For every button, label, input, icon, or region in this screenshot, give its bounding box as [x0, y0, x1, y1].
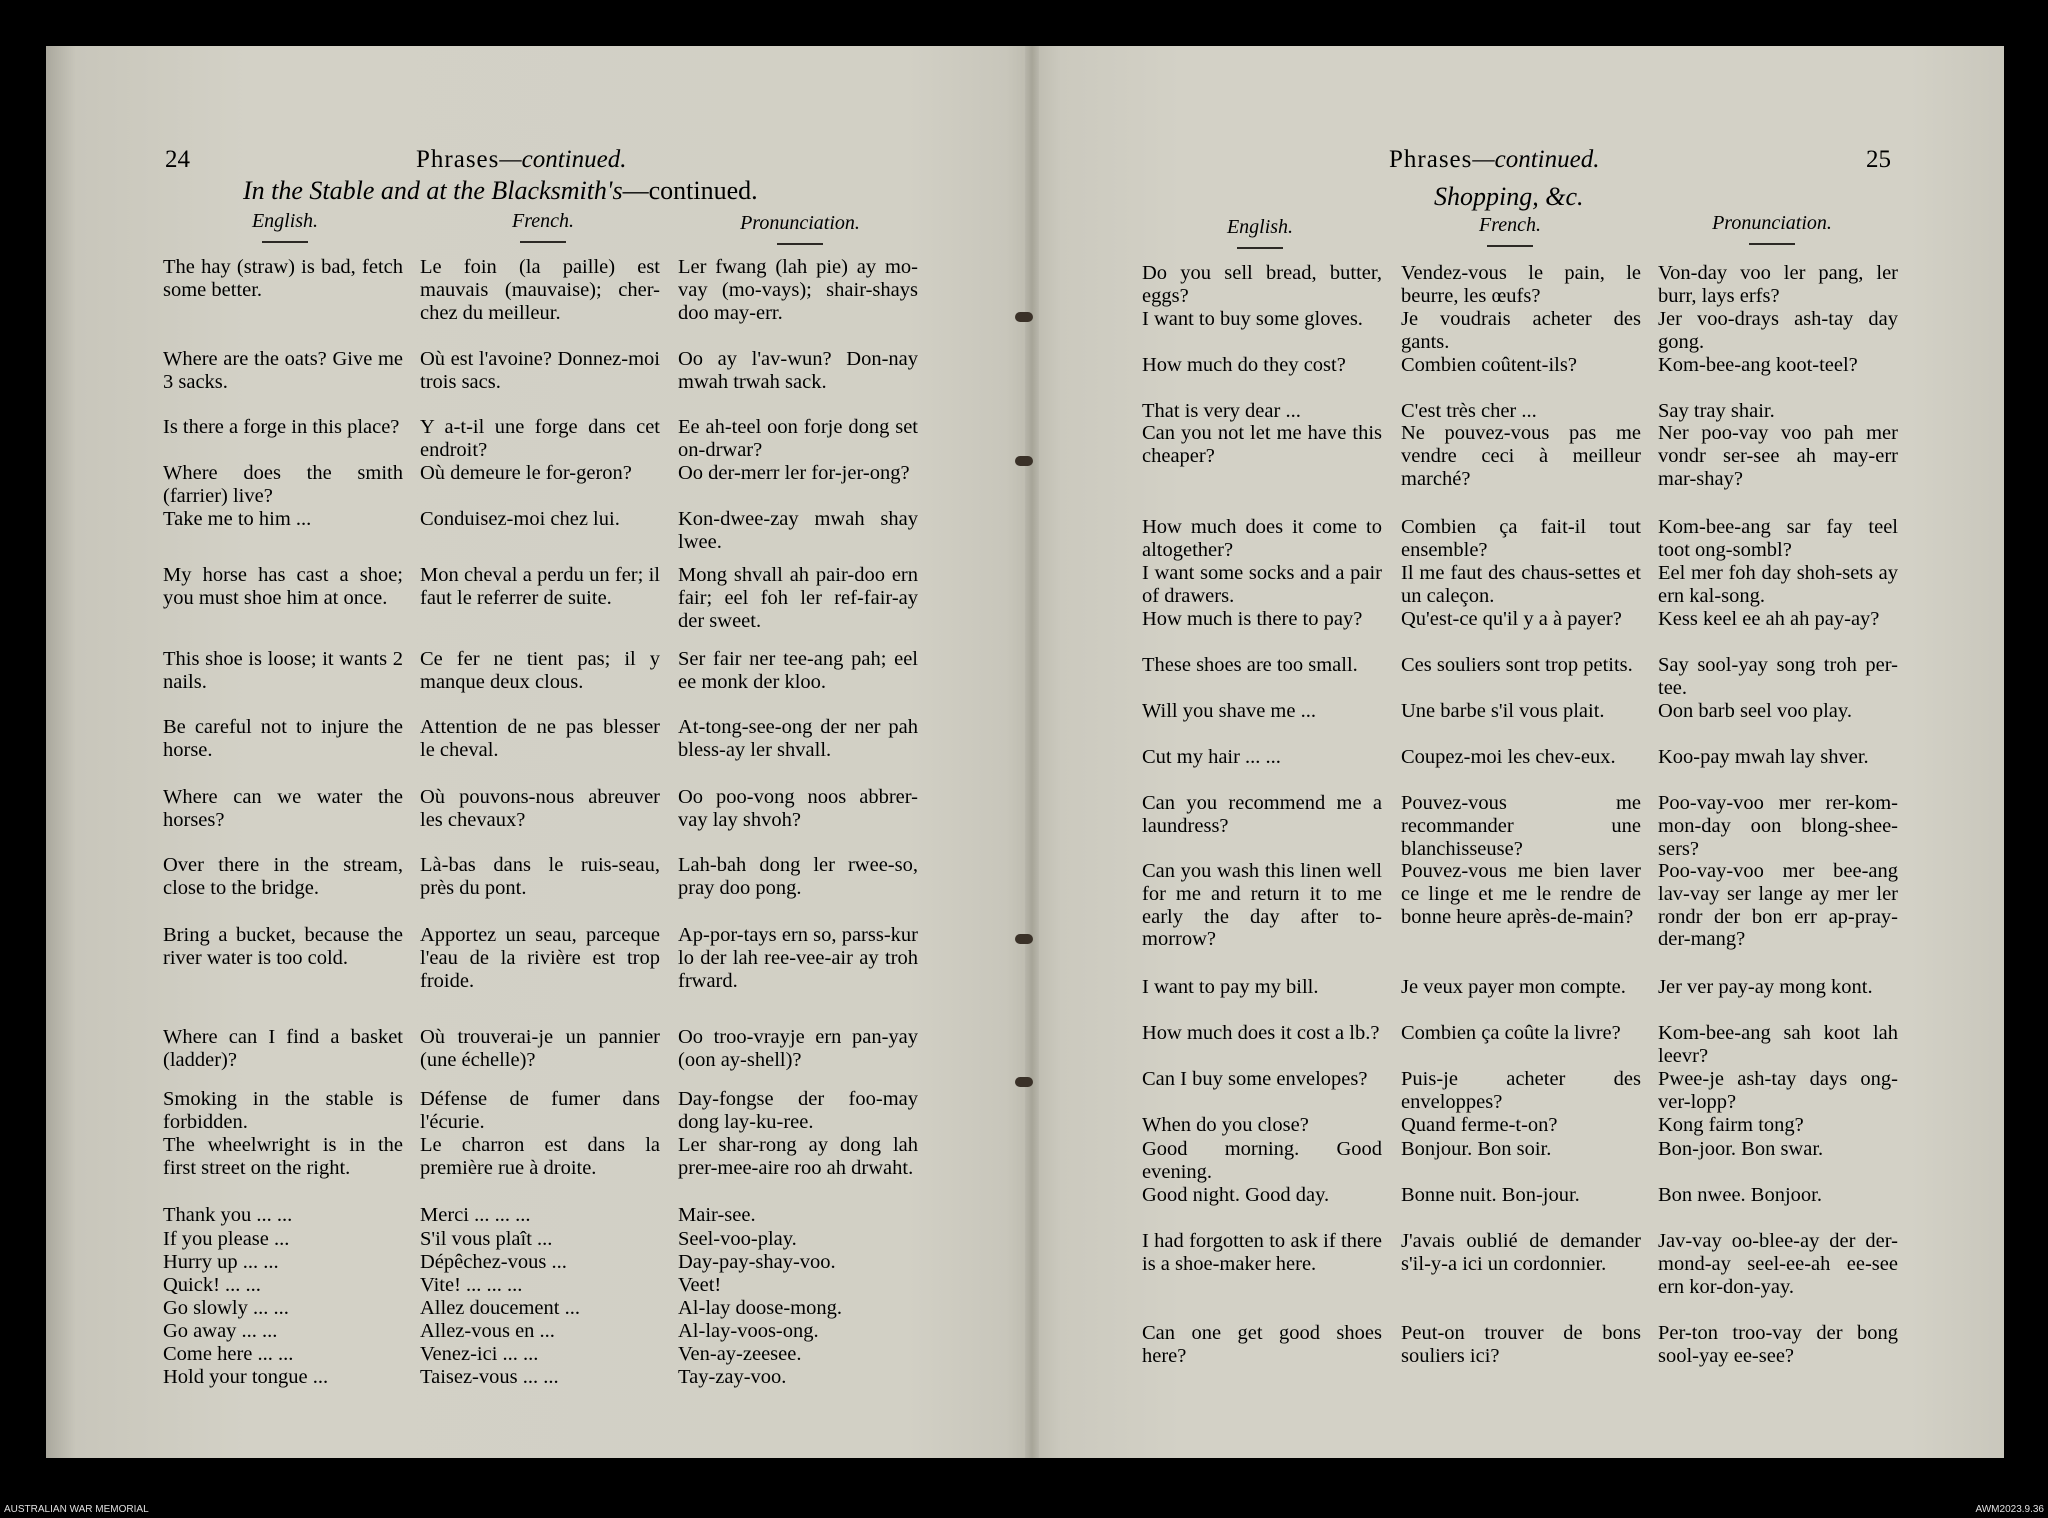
section-title-left [243, 176, 758, 206]
phrase-pronunciation: Al-lay doose-mong. [678, 1297, 842, 1319]
phrase-french: Pouvez-vous me recommander une blanchisseuse? [1401, 792, 1641, 860]
phrase-pronunciation: Ler shar-rong ay dong lah prer-mee-aire roo ah drwaht. [678, 1134, 918, 1179]
phrase-french: Qu'est-ce qu'il y a à payer? [1401, 608, 1622, 630]
phrase-french: Ces souliers sont trop petits. [1401, 654, 1633, 676]
phrase-pronunciation: Tay-zay-voo. [678, 1366, 787, 1388]
phrase-french: Mon cheval a perdu un fer; il faut le referrer de suite. [420, 564, 660, 609]
footer-credit: AUSTRALIAN WAR MEMORIAL [4, 1504, 149, 1515]
phrase-pronunciation: Veet! [678, 1274, 722, 1296]
phrase-english: Come here ... ... [163, 1343, 294, 1365]
phrase-english: My horse has cast a shoe; you must shoe him at once. [163, 564, 403, 609]
phrase-pronunciation: Lah-bah dong ler rwee-so, pray doo pong. [678, 854, 918, 899]
phrase-french: Bonjour. Bon soir. [1401, 1138, 1552, 1160]
running-head-title: Phrases [1389, 146, 1473, 173]
phrase-french: Le foin (la paille) est mauvais (mauvaise); cher-chez du meilleur. [420, 256, 660, 324]
phrase-english: Go away ... ... [163, 1320, 278, 1342]
running-head-suffix: —continued. [1472, 146, 1600, 173]
phrase-pronunciation: Kom-bee-ang sah koot lah leevr? [1658, 1022, 1898, 1067]
phrase-pronunciation: Oo poo-vong noos abbrer-vay lay shvoh? [678, 786, 918, 831]
phrase-pronunciation: At-tong-see-ong der ner pah bless-ay ler shvall. [678, 716, 918, 761]
section-title-suffix: —continued. [622, 176, 758, 205]
phrase-english: Can you wash this linen well for me and return it to me early the day after to-morrow? [1142, 860, 1382, 951]
phrase-french: Je voudrais acheter des gants. [1401, 308, 1641, 353]
phrase-french: Où demeure le for-geron? [420, 462, 632, 484]
phrase-pronunciation: Kess keel ee ah ah pay-ay? [1658, 608, 1880, 630]
phrase-pronunciation: Kom-bee-ang koot-teel? [1658, 354, 1858, 376]
phrase-french: Où est l'avoine? Donnez-moi trois sacs. [420, 348, 660, 393]
phrase-english: Can one get good shoes here? [1142, 1322, 1382, 1367]
binding-stitch [1015, 934, 1033, 944]
phrase-english: Smoking in the stable is forbidden. [163, 1088, 403, 1133]
phrase-french: Attention de ne pas blesser le cheval. [420, 716, 660, 761]
phrase-english: Is there a forge in this place? [163, 416, 400, 438]
phrase-english: I want to buy some gloves. [1142, 308, 1363, 330]
phrase-english: I had forgotten to ask if there is a shoe-maker here. [1142, 1230, 1382, 1275]
phrase-pronunciation: Eel mer foh day shoh-sets ay ern kal-song. [1658, 562, 1898, 607]
phrase-english: How much does it cost a lb.? [1142, 1022, 1380, 1044]
phrase-pronunciation: Jer voo-drays ash-tay day gong. [1658, 308, 1898, 353]
phrase-english: Will you shave me ... [1142, 700, 1316, 722]
phrase-english: Good night. Good day. [1142, 1184, 1330, 1206]
phrase-french: Taisez-vous ... ... [420, 1366, 559, 1388]
phrase-english: Where can I find a basket (ladder)? [163, 1026, 403, 1071]
phrase-english: Where does the smith (farrier) live? [163, 462, 403, 507]
phrase-french: Défense de fumer dans l'écurie. [420, 1088, 660, 1133]
column-header-pronunciation: Pronunciation. [1692, 212, 1852, 245]
binding-stitch [1015, 1077, 1033, 1087]
phrase-english: The wheelwright is in the first street on the right. [163, 1134, 403, 1179]
phrase-pronunciation: Day-fongse der foo-may dong lay-ku-ree. [678, 1088, 918, 1133]
phrase-pronunciation: Bon nwee. Bonjoor. [1658, 1184, 1822, 1206]
phrase-english: Cut my hair ... ... [1142, 746, 1281, 768]
phrase-french: Là-bas dans le ruis-seau, près du pont. [420, 854, 660, 899]
running-head-title: Phrases [416, 146, 500, 173]
phrase-french: Combien coûtent-ils? [1401, 354, 1577, 376]
phrase-french: J'avais oublié de demander s'il-y-a ici un cordonnier. [1401, 1230, 1641, 1275]
section-title-text: In the Stable and at the Blacksmith's [243, 176, 623, 205]
binding-stitch [1015, 312, 1033, 322]
phrase-english: How much does it come to altogether? [1142, 516, 1382, 561]
phrase-english: Can you not let me have this cheaper? [1142, 422, 1382, 467]
running-head-left [416, 146, 626, 174]
column-header-french: French. [1455, 214, 1565, 247]
phrase-english: When do you close? [1142, 1114, 1309, 1136]
phrase-english: Bring a bucket, because the river water is too cold. [163, 924, 403, 969]
phrase-pronunciation: Per-ton troo-vay der bong sool-yay ee-see? [1658, 1322, 1898, 1367]
phrase-pronunciation: Kong fairm tong? [1658, 1114, 1804, 1136]
phrase-english: The hay (straw) is bad, fetch some better. [163, 256, 403, 301]
phrase-english: How much is there to pay? [1142, 608, 1363, 630]
phrase-english: Hold your tongue ... [163, 1366, 329, 1388]
phrase-pronunciation: Bon-joor. Bon swar. [1658, 1138, 1824, 1160]
running-head-suffix: —continued. [499, 146, 627, 173]
phrase-english: Do you sell bread, butter, eggs? [1142, 262, 1382, 307]
phrase-pronunciation: Oon barb seel voo play. [1658, 700, 1852, 722]
phrase-french: C'est très cher ... [1401, 400, 1537, 422]
column-header-pronunciation: Pronunciation. [720, 212, 880, 245]
phrase-pronunciation: Jav-vay oo-blee-ay der der-mond-ay seel-ee-ah ee-see ern kor-don-yay. [1658, 1230, 1898, 1298]
phrase-french: Une barbe s'il vous plait. [1401, 700, 1605, 722]
phrase-french: Conduisez-moi chez lui. [420, 508, 620, 530]
running-head-right [1389, 146, 1599, 174]
phrase-english: How much do they cost? [1142, 354, 1346, 376]
phrase-pronunciation: Ee ah-teel oon forje dong set on-drwar? [678, 416, 918, 461]
phrase-english: If you please ... [163, 1228, 290, 1250]
phrase-english: Thank you ... ... [163, 1204, 293, 1226]
phrase-pronunciation: Say sool-yay song troh per-tee. [1658, 654, 1898, 699]
phrase-pronunciation: Say tray shair. [1658, 400, 1775, 422]
phrase-pronunciation: Ler fwang (lah pie) ay mo-vay (mo-vays); shair-shays doo may-err. [678, 256, 918, 324]
phrase-french: Combien ça fait-il tout ensemble? [1401, 516, 1641, 561]
phrase-pronunciation: Koo-pay mwah lay shver. [1658, 746, 1869, 768]
phrase-french: Puis-je acheter des enveloppes? [1401, 1068, 1641, 1113]
phrase-english: Where can we water the horses? [163, 786, 403, 831]
phrase-english: Go slowly ... ... [163, 1297, 289, 1319]
column-header-english: English. [220, 210, 350, 243]
phrase-pronunciation: Mair-see. [678, 1204, 756, 1226]
phrase-pronunciation: Kom-bee-ang sar fay teel toot ong-sombl? [1658, 516, 1898, 561]
binding-stitch [1015, 456, 1033, 466]
phrase-pronunciation: Ven-ay-zeesee. [678, 1343, 802, 1365]
scan-frame [0, 0, 2048, 44]
phrase-pronunciation: Oo der-merr ler for-jer-ong? [678, 462, 910, 484]
phrase-french: Bonne nuit. Bon-jour. [1401, 1184, 1580, 1206]
phrase-french: Dépêchez-vous ... [420, 1251, 567, 1273]
phrase-pronunciation: Pwee-je ash-tay days ong-ver-lopp? [1658, 1068, 1898, 1113]
footer-accession-number: AWM2023.9.36 [1975, 1504, 2044, 1515]
book-gutter [1025, 46, 1039, 1458]
phrase-french: Où pouvons-nous abreuver les chevaux? [420, 786, 660, 831]
phrase-english: Over there in the stream, close to the bridge. [163, 854, 403, 899]
phrase-english: This shoe is loose; it wants 2 nails. [163, 648, 403, 693]
phrase-english: Take me to him ... [163, 508, 312, 530]
phrase-french: Allez-vous en ... [420, 1320, 555, 1342]
section-title-text: Shopping, &c. [1434, 182, 1584, 211]
phrase-pronunciation: Poo-vay-voo mer rer-kom-mon-day oon blong-shee-sers? [1658, 792, 1898, 860]
phrase-english: These shoes are too small. [1142, 654, 1358, 676]
phrase-french: Vite! ... ... ... [420, 1274, 523, 1296]
phrase-pronunciation: Kon-dwee-zay mwah shay lwee. [678, 508, 918, 553]
phrase-french: Coupez-moi les chev-eux. [1401, 746, 1616, 768]
phrase-french: S'il vous plaît ... [420, 1228, 553, 1250]
phrase-english: Where are the oats? Give me 3 sacks. [163, 348, 403, 393]
phrase-pronunciation: Von-day voo ler pang, ler burr, lays erfs? [1658, 262, 1898, 307]
page-number-right: 25 [1866, 146, 1891, 173]
phrase-english: Quick! ... ... [163, 1274, 261, 1296]
phrase-pronunciation: Ner poo-vay voo pah mer vondr ser-see ah may-err mar-shay? [1658, 422, 1898, 490]
phrase-french: Ne pouvez-vous pas me vendre ceci à meilleur marché? [1401, 422, 1641, 490]
phrase-french: Merci ... ... ... [420, 1204, 531, 1226]
phrase-french: Vendez-vous le pain, le beurre, les œufs? [1401, 262, 1641, 307]
phrase-french: Apportez un seau, parceque l'eau de la rivière est trop froide. [420, 924, 660, 992]
column-header-french: French. [488, 210, 598, 243]
phrase-pronunciation: Mong shvall ah pair-doo ern fair; eel foh ler ref-fair-ay der sweet. [678, 564, 918, 632]
phrase-english: I want to pay my bill. [1142, 976, 1319, 998]
phrase-english: Can you recommend me a laundress? [1142, 792, 1382, 837]
phrase-french: Peut-on trouver de bons souliers ici? [1401, 1322, 1641, 1367]
phrase-french: Je veux payer mon compte. [1401, 976, 1626, 998]
phrase-english: Hurry up ... ... [163, 1251, 279, 1273]
page-number-left: 24 [165, 146, 190, 173]
section-title-right [1434, 182, 1584, 212]
phrase-french: Allez doucement ... [420, 1297, 580, 1319]
phrase-pronunciation: Jer ver pay-ay mong kont. [1658, 976, 1873, 998]
phrase-french: Combien ça coûte la livre? [1401, 1022, 1621, 1044]
phrase-english: I want some socks and a pair of drawers. [1142, 562, 1382, 607]
phrase-pronunciation: Ap-por-tays ern so, parss-kur lo der lah ree-vee-air ay troh frward. [678, 924, 918, 992]
phrase-pronunciation: Oo troo-vrayje ern pan-yay (oon ay-shell)? [678, 1026, 918, 1071]
phrase-pronunciation: Ser fair ner tee-ang pah; eel ee monk der kloo. [678, 648, 918, 693]
phrase-french: Où trouverai-je un pannier (une échelle)? [420, 1026, 660, 1071]
phrase-french: Le charron est dans la première rue à droite. [420, 1134, 660, 1179]
phrase-english: That is very dear ... [1142, 400, 1301, 422]
phrase-pronunciation: Al-lay-voos-ong. [678, 1320, 819, 1342]
phrase-english: Be careful not to injure the horse. [163, 716, 403, 761]
phrase-french: Il me faut des chaus-settes et un caleçon. [1401, 562, 1641, 607]
phrase-french: Quand ferme-t-on? [1401, 1114, 1558, 1136]
phrase-pronunciation: Day-pay-shay-voo. [678, 1251, 836, 1273]
phrase-pronunciation: Oo ay l'av-wun? Don-nay mwah trwah sack. [678, 348, 918, 393]
phrase-pronunciation: Seel-voo-play. [678, 1228, 797, 1250]
phrase-english: Can I buy some envelopes? [1142, 1068, 1368, 1090]
column-header-english: English. [1195, 216, 1325, 249]
phrase-english: Good morning. Good evening. [1142, 1138, 1382, 1183]
phrase-pronunciation: Poo-vay-voo mer bee-ang lav-vay ser lange ay mer ler rondr der bon err ap-pray-der-mang? [1658, 860, 1898, 951]
phrase-french: Venez-ici ... ... [420, 1343, 539, 1365]
phrase-french: Ce fer ne tient pas; il y manque deux clous. [420, 648, 660, 693]
phrase-french: Y a-t-il une forge dans cet endroit? [420, 416, 660, 461]
phrase-french: Pouvez-vous me bien laver ce linge et me le rendre de bonne heure après-de-main? [1401, 860, 1641, 928]
